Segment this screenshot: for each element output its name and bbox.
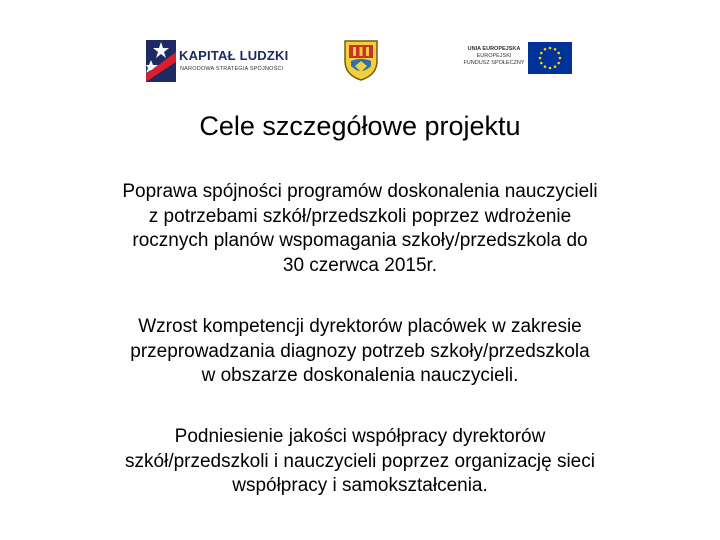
objective-1	[60, 180, 660, 278]
slide-title: Cele szczegółowe projektu	[199, 111, 521, 141]
objective-2	[60, 315, 660, 389]
objective-2-line: przeprowadzania diagnozy potrzeb szkoły/przedszkola	[130, 340, 590, 362]
objective-3-line: Podniesienie jakości współpracy dyrektorów	[174, 426, 546, 447]
kapital-ludzki-logo	[143, 38, 288, 84]
eu-text	[462, 46, 526, 67]
objective-3-line: szkół/przedszkoli i nauczycieli poprzez organizację sieci	[125, 450, 595, 472]
coat-of-arms-icon	[343, 39, 379, 81]
objective-1-line: 30 czerwca 2015r.	[282, 254, 438, 276]
logo-bar	[0, 0, 720, 100]
objective-1-line: Poprawa spójności programów doskonalenia nauczycieli	[122, 181, 598, 202]
eu-line-3: FUNDUSZ SPOŁECZNY	[463, 60, 525, 66]
objective-2-line: Wzrost kompetencji dyrektorów placówek w zakresie	[138, 316, 582, 337]
objective-3-line: współpracy i samokształcenia.	[232, 475, 488, 496]
objective-3	[60, 425, 660, 499]
objective-1-line: rocznych planów wspomagania szkoły/przedszkola do	[132, 230, 588, 251]
eu-flag-icon	[528, 42, 572, 74]
eu-line-1: UNIA EUROPEJSKA	[467, 46, 521, 52]
eu-logo	[462, 42, 572, 76]
kapital-ludzki-emblem-icon	[143, 38, 179, 84]
kapital-ludzki-title: KAPITAŁ LUDZKI	[179, 48, 289, 63]
objective-1-line: z potrzebami szkół/przedszkoli poprzez wdrożenie	[148, 205, 572, 227]
objective-2-line: w obszarze doskonalenia nauczycieli.	[201, 365, 519, 386]
eu-line-2: EUROPEJSKI	[476, 53, 512, 59]
kapital-ludzki-subtitle: NARODOWA STRATEGIA SPÓJNOŚCI	[180, 66, 284, 72]
